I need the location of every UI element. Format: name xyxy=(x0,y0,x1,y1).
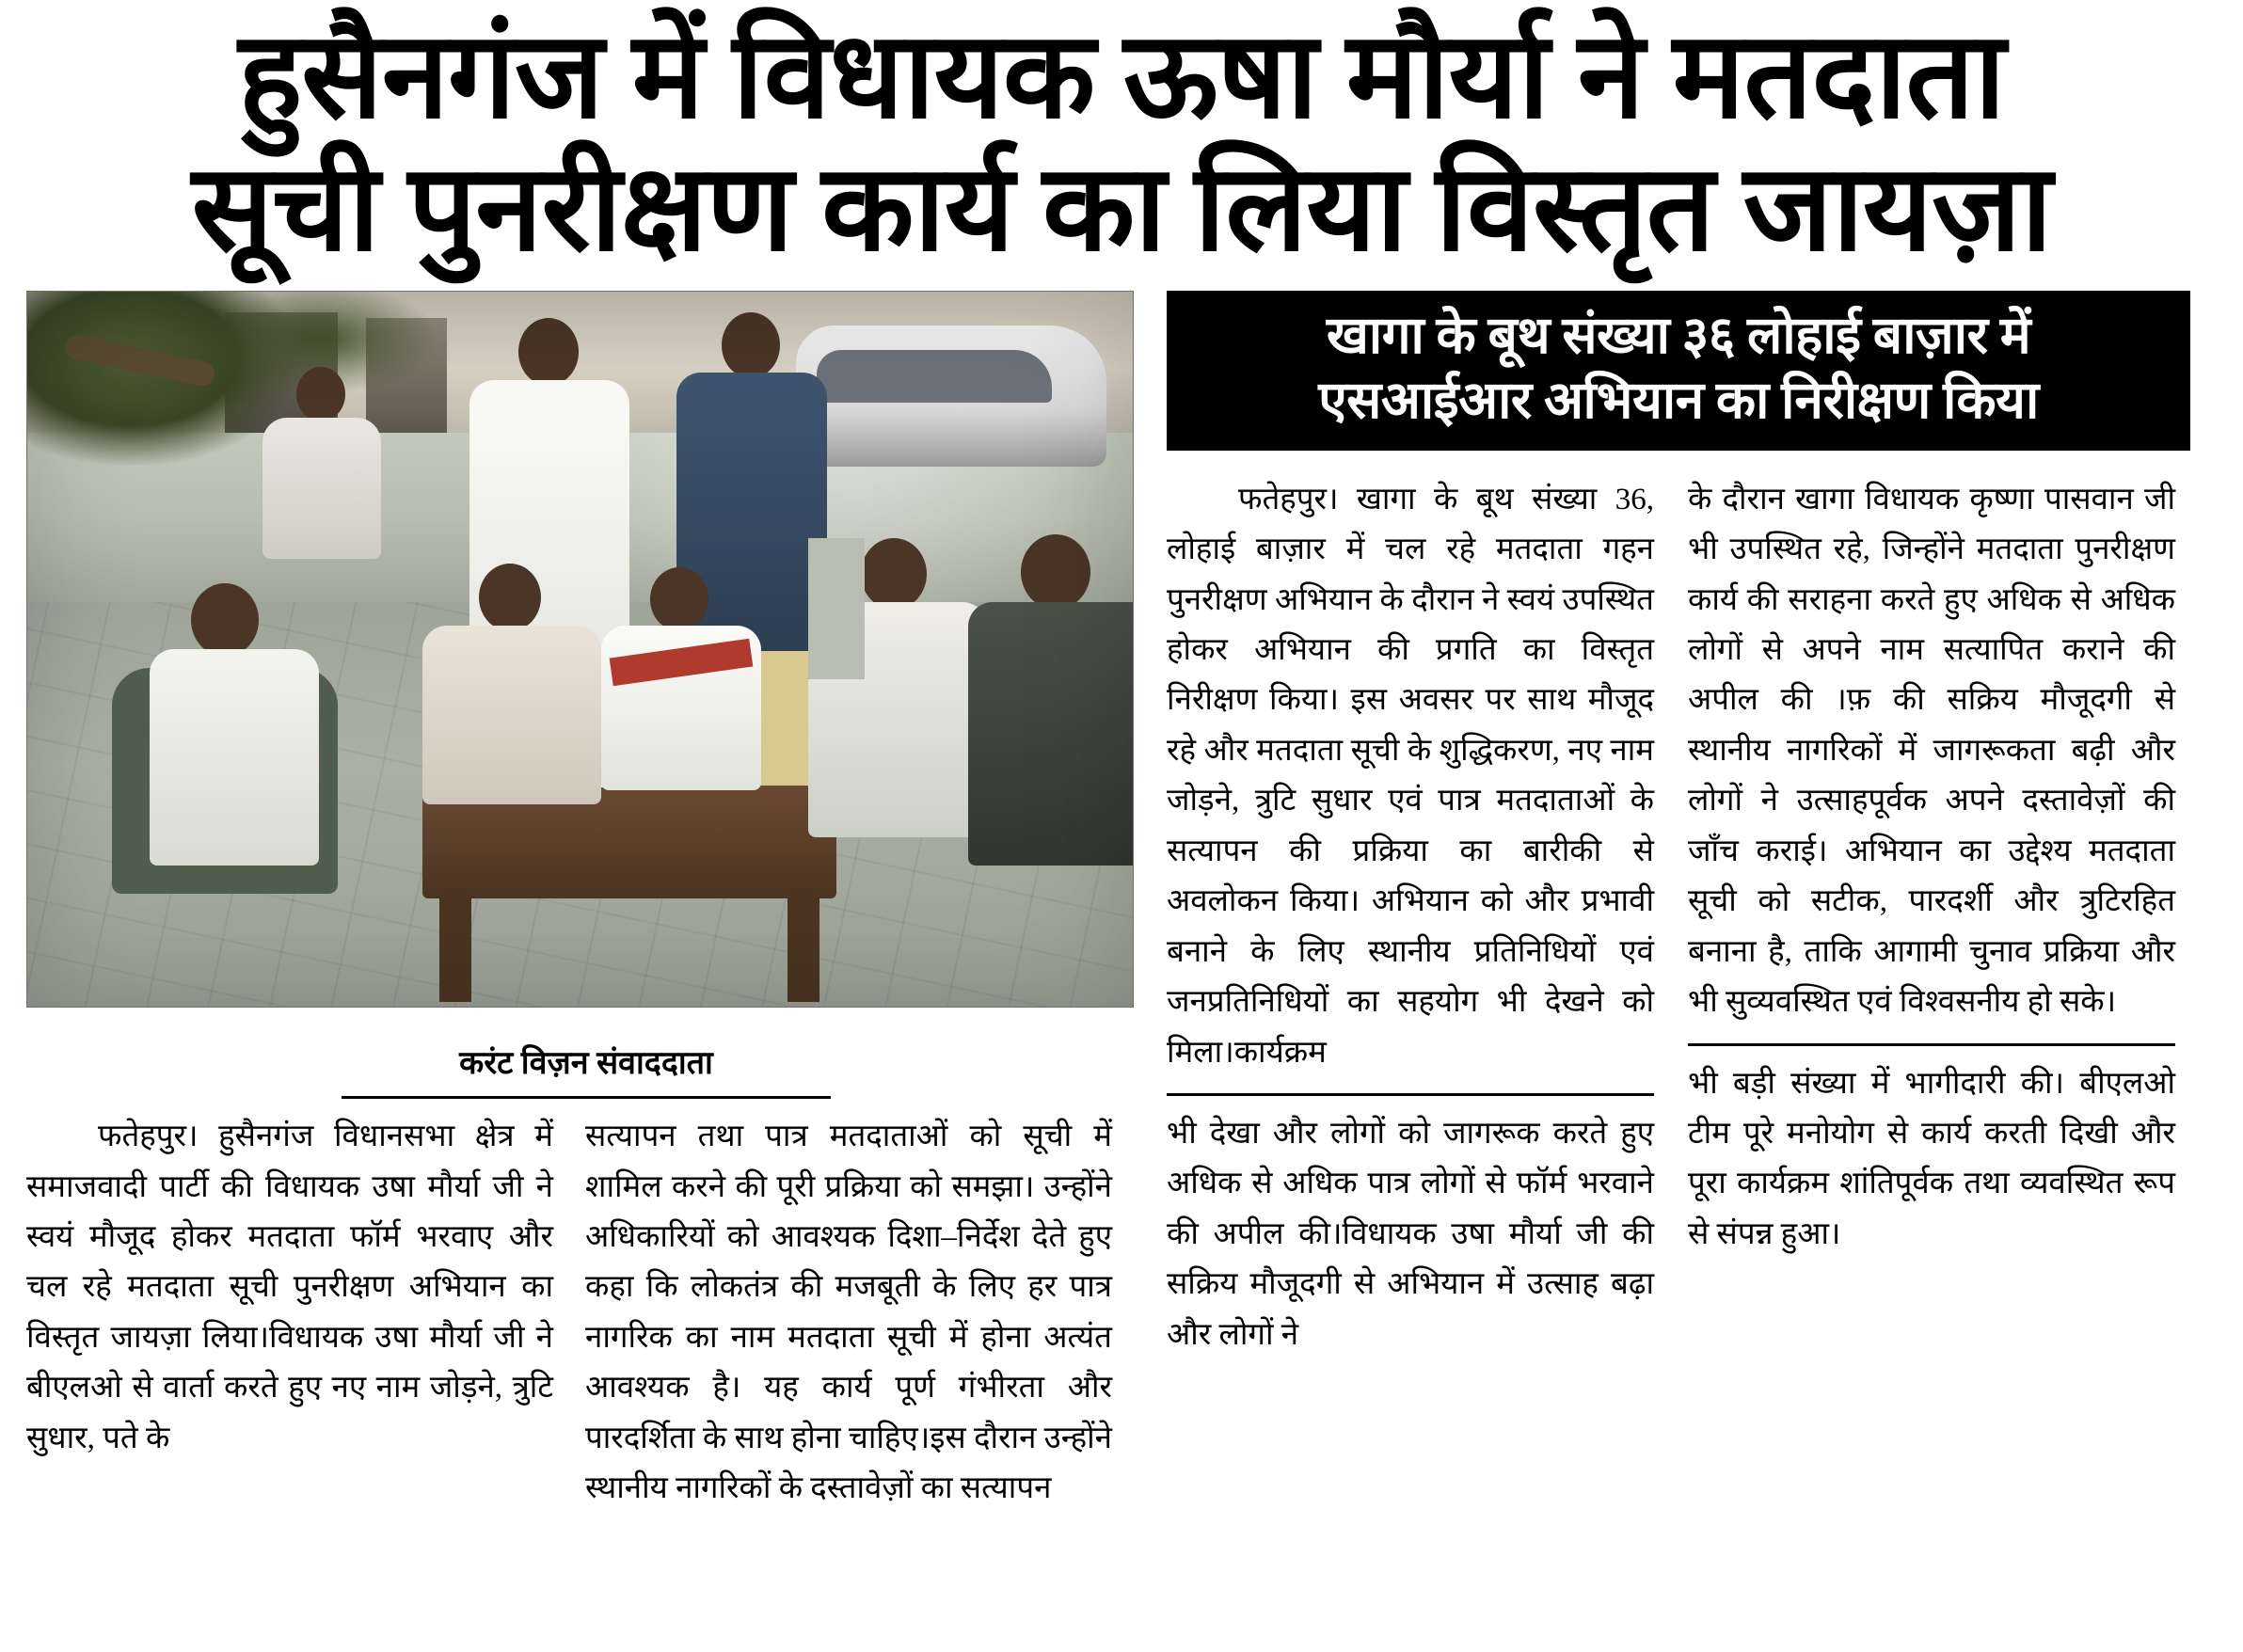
sub-headline-banner xyxy=(1167,291,2190,451)
right-article-col-1-bottom: भी देखा और लोगों को जागरूक करते हुए अधिक से अधिक पात्र लोगों से फॉर्म भरवाने की अपील की।विधायक उषा मौर्या जी की सक्रिय मौजूदगी से अभियान में उत्साह बढ़ा और लोगों ने xyxy=(1167,1117,1654,1352)
byline-rule xyxy=(342,1096,831,1099)
left-article-col-1 xyxy=(26,1112,553,1515)
photo-background xyxy=(27,292,1133,1007)
sub-headline-line-1: खागा के बूथ संख्या ३६ लोहाई बाज़ार में xyxy=(1326,307,2031,365)
right-article-col-1 xyxy=(1167,475,1654,1361)
right-article-col-2-bottom: भी बड़ी संख्या में भागीदारी की। बीएलओ टीम पूरे मनोयोग से कार्य करती दिखी और पूरा कार्यक्रम शांतिपूर्वक तथा व्यवस्थित रूप से संपन्न हुआ। xyxy=(1688,1066,2175,1251)
right-column xyxy=(1146,291,2190,1515)
right-article-col-2 xyxy=(1688,475,2175,1361)
news-photo xyxy=(26,291,1134,1008)
sub-headline-line-2: एसआईआर अभियान का निरीक्षण किया xyxy=(1318,371,2039,429)
headline-line-1: हुसैनगंज में विधायक ऊषा मौर्या ने मतदाता xyxy=(238,9,2005,143)
left-article-col-2-text: सत्यापन तथा पात्र मतदाताओं को सूची में शामिल करने की पूरी प्रक्रिया को समझा। उन्होंने अधिकारियों को आवश्यक दिशा–निर्देश देते हुए कहा कि लोकतंत्र की मजबूती के लिए हर पात्र नागरिक का नाम मतदाता सूची में होना अत्यंत आवश्यक है। यह कार्य पूर्ण गंभीरता और पारदर्शिता के साथ होना चाहिए।इस दौरान उन्होंने स्थानीय नागरिकों के दस्तावेज़ों का सत्यापन xyxy=(585,1120,1112,1506)
right-col-1-divider xyxy=(1167,1093,1654,1096)
right-col-2-divider xyxy=(1688,1043,2175,1046)
right-article-columns xyxy=(1167,475,2190,1361)
left-article-col-2 xyxy=(585,1112,1112,1515)
left-column xyxy=(26,291,1146,1515)
photo-vignette xyxy=(27,292,1133,1007)
left-article-columns xyxy=(26,1112,1146,1515)
left-article-col-1-text: फतेहपुर। हुसैनगंज विधानसभा क्षेत्र में समाजवादी पार्टी की विधायक उषा मौर्या जी ने स्वयं मौजूद होकर मतदाता फॉर्म भरवाए और चल रहे मतदाता सूची पुनरीक्षण अभियान का विस्तृत जायज़ा लिया।विधायक उषा मौर्या जी ने बीएलओ से वार्ता करते हुए नए नाम जोड़ने, त्रुटि सुधार, पते के xyxy=(26,1120,553,1455)
right-article-col-1-top: फतेहपुर। खागा के बूथ संख्या 36, लोहाई बाज़ार में चल रहे मतदाता गहन पुनरीक्षण अभियान के दौरान ने स्वयं उपस्थित होकर अभियान की प्रगति का विस्तृत निरीक्षण किया। इस अवसर पर साथ मौजूद रहे और मतदाता सूची के शुद्धिकरण, नए नाम जोड़ने, त्रुटि सुधार एवं पात्र मतदाताओं के सत्यापन की प्रक्रिया का बारीकी से अवलोकन किया। अभियान को और प्रभावी बनाने के लिए स्थानीय प्रतिनिधियों एवं जनप्रतिनिधियों का सहयोग भी देखने को मिला।कार्यक्रम xyxy=(1167,482,1654,1070)
right-article-col-2-top: के दौरान खागा विधायक कृष्णा पासवान जी भी उपस्थित रहे, जिन्होंने मतदाता पुनरीक्षण कार्य की सराहना करते हुए अधिक से अधिक लोगों से अपने नाम सत्यापित कराने की अपील की ।फ़ की सक्रिय मौजूदगी से स्थानीय नागरिकों में जागरूकता बढ़ी और लोगों ने उत्साहपूर्वक अपने दस्तावेज़ों की जाँच कराई। अभियान का उद्देश्य मतदाता सूची को सटीक, पारदर्शी और त्रुटिरहित बनाना है, ताकि आगामी चुनाव प्रक्रिया और भी सुव्यवस्थित एवं विश्वसनीय हो सके। xyxy=(1688,482,2176,1020)
main-headline xyxy=(26,9,2217,276)
article-body xyxy=(26,291,2217,1515)
headline-line-2: सूची पुनरीक्षण कार्य का लिया विस्तृत जायज़ा xyxy=(191,141,2052,276)
byline: करंट विज़न संवाददाता xyxy=(459,1046,713,1082)
